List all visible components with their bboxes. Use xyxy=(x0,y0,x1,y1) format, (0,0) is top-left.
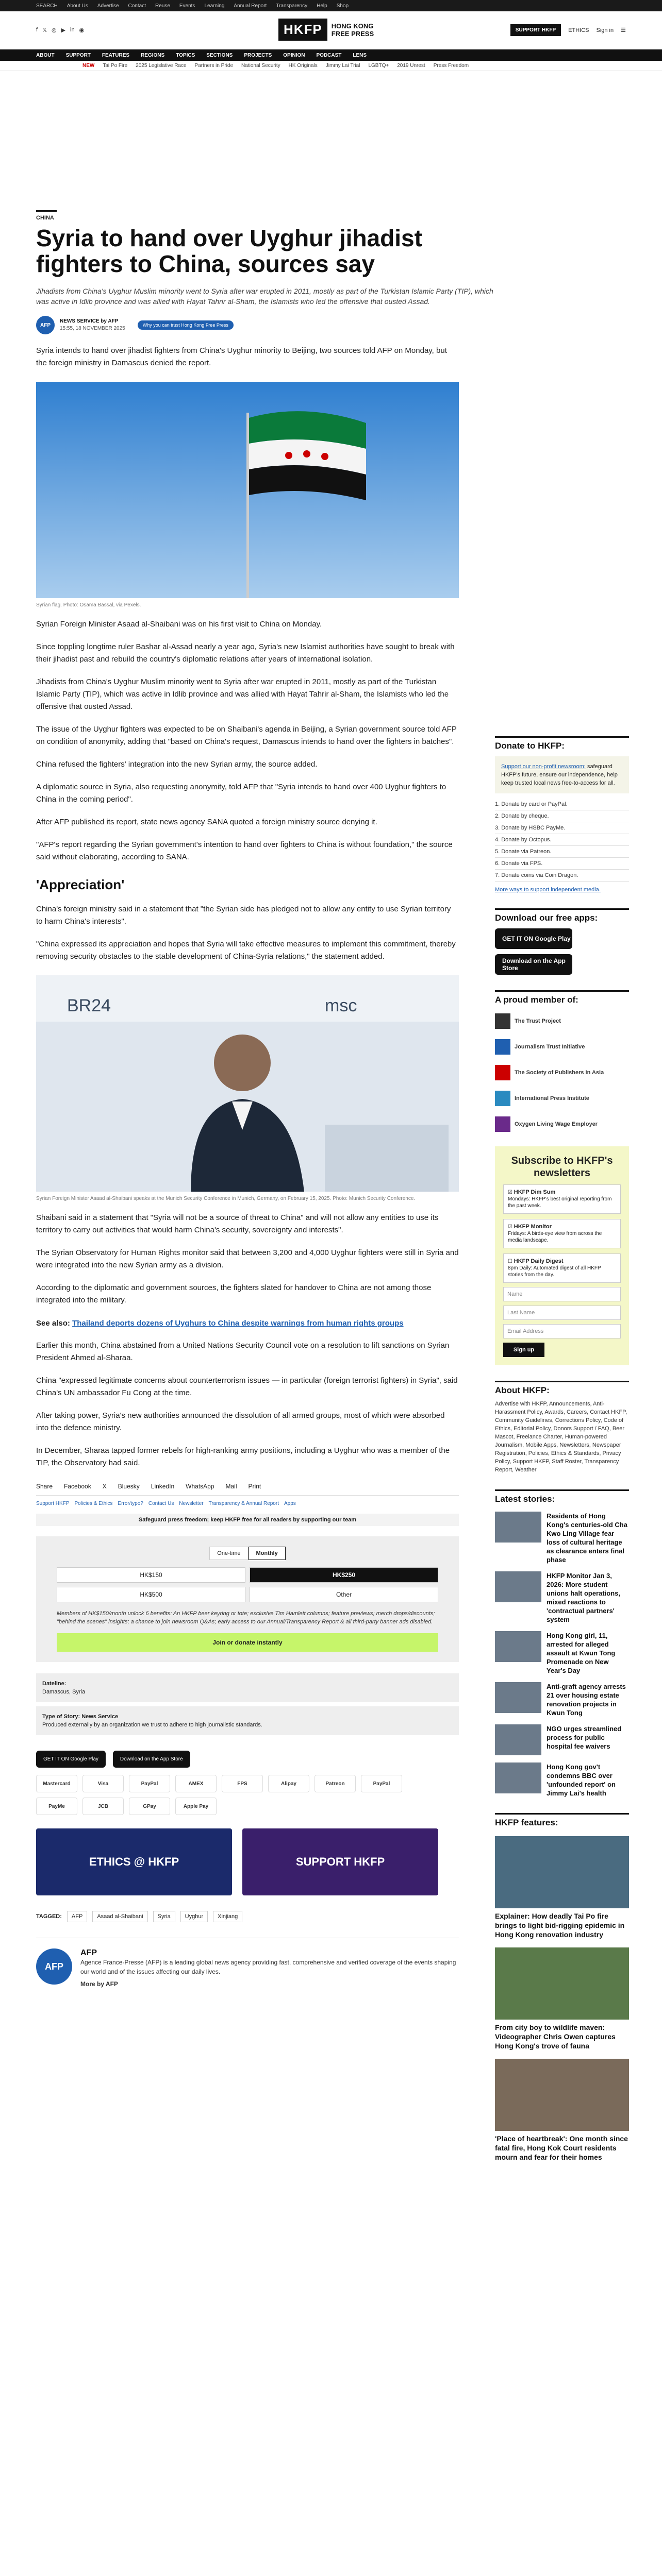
nav-support[interactable]: SUPPORT xyxy=(65,52,91,58)
checkbox-icon[interactable]: ☑ xyxy=(508,1224,514,1230)
member-logo[interactable] xyxy=(495,1011,629,1031)
one-time-tab[interactable]: One-time xyxy=(209,1547,248,1560)
article-lede: Jihadists from China's Uyghur Muslim minority went to Syria after war erupted in 2011, mostly as part of the Turkistan Islamic Party (TIP), which was active in Idlib province and was allied with Hayat Tahrir al-Sham, the Islamists who led the offensive that ousted Assad. xyxy=(36,287,493,306)
story-thumbnail xyxy=(495,1512,541,1543)
payment-icon: Alipay xyxy=(268,1775,309,1792)
support-hkfp-button[interactable]: SUPPORT HKFP xyxy=(510,24,561,36)
trending-bar xyxy=(0,61,662,71)
annual-report-link[interactable]: Annual Report xyxy=(234,3,267,9)
latest-story[interactable] xyxy=(495,1682,629,1717)
sopa-icon xyxy=(495,1065,510,1080)
footer-link[interactable]: Contact Us xyxy=(148,1501,174,1506)
story-thumbnail xyxy=(495,1631,541,1662)
paragraph: "AFP's report regarding the Syrian government's intention to hand over fighters to China is without foundation," the source said without elaborating, according to SANA. xyxy=(36,840,453,861)
facebook-icon[interactable]: f xyxy=(36,27,38,33)
latest-heading: Latest stories: xyxy=(495,1489,629,1504)
dateline-value: Damascus, Syria xyxy=(42,1689,86,1695)
paragraph: China "expressed legitimate concerns about counterterrorism issues — in particular (foreign terrorist fighters) in Syria", said China's UN ambassador Fu Cong at the time. xyxy=(36,1376,458,1397)
signin-link[interactable]: Sign in xyxy=(596,27,614,33)
instagram-icon[interactable]: ◎ xyxy=(51,27,57,33)
google-play-badge[interactable] xyxy=(36,1751,106,1768)
dateline-box xyxy=(36,1673,459,1702)
about-links[interactable]: Advertise with HKFP, Announcements, Anti-Harassment Policy, Awards, Careers, Contact HKFP, Community Guidelines, Corrections Policy, Code of Ethics, Editorial Policy, Donors Support / FAQ, Beer Mascot, Freelance Charter, Human-powered Journalism, Mobile Apps, Newsletters, Newspaper Registration, Policies, Ethics & Standards, Privacy Policy, Support HKFP, Staff Roster, Transparency Report, Weather xyxy=(495,1401,627,1473)
syrian-flag-photo xyxy=(36,382,459,598)
logo-mark: HKFP xyxy=(278,19,327,41)
feature-title[interactable]: 'Place of heartbreak': One month since fatal fire, Hong Kok Court residents mourn and fear for their homes xyxy=(495,2134,628,2161)
tag[interactable]: Syria xyxy=(153,1911,175,1922)
utility-bar xyxy=(0,0,662,11)
feature-story[interactable] xyxy=(495,1947,629,2050)
payment-icon: FPS xyxy=(222,1775,263,1792)
tag[interactable]: Asaad al-Shaibani xyxy=(92,1911,147,1922)
newsletter-title: HKFP Monitor xyxy=(514,1224,552,1230)
paragraph: Since toppling longtime ruler Bashar al-Assad nearly a year ago, Syria's new Islamist authorities have sought to break with their jihadist past and rebuild the country's diplomatic relations after years of international isolation. xyxy=(36,642,455,664)
tags-label: TAGGED: xyxy=(36,1913,62,1920)
share-facebook-button[interactable]: Facebook xyxy=(64,1483,91,1490)
member-logo[interactable] xyxy=(495,1114,629,1134)
article-body xyxy=(36,334,459,2162)
logo-line-2: FREE PRESS xyxy=(331,29,374,38)
feature-title[interactable]: Explainer: How deadly Tai Po fire brings to light bid-rigging epidemic in Hong Kong renovation industry xyxy=(495,1912,625,1939)
donate-widget xyxy=(36,1536,459,1662)
signup-button[interactable]: Sign up xyxy=(503,1343,544,1357)
story-type-label: Type of Story: News Service xyxy=(42,1714,119,1720)
site-header xyxy=(0,11,662,49)
latest-story[interactable] xyxy=(495,1724,629,1755)
about-link[interactable]: About Us xyxy=(67,3,88,9)
payment-icon: JCB xyxy=(82,1798,124,1815)
newsletter-heading: Subscribe to HKFP's newsletters xyxy=(511,1155,613,1179)
feature-story[interactable] xyxy=(495,1836,629,1939)
story-title[interactable]: NGO urges streamlined process for public hospital fee waivers xyxy=(547,1725,622,1750)
footer-link[interactable]: Transparency & Annual Report xyxy=(208,1501,279,1506)
apps-heading: Download our free apps: xyxy=(495,908,629,923)
paragraph: In December, Sharaa tapped former rebels for high-ranking army positions, including a Uyghur who was a member of the TIP, the Observatory had said. xyxy=(36,1446,450,1467)
newsletter-desc: Fridays: A birds-eye view from across the media landscape. xyxy=(508,1231,602,1243)
more-by-author-link[interactable]: More by AFP xyxy=(80,1980,118,1988)
footer-link[interactable]: Error/typo? xyxy=(118,1501,143,1506)
amount-other[interactable]: Other xyxy=(250,1587,438,1602)
tag[interactable]: AFP xyxy=(67,1911,87,1922)
nonprofit-link[interactable]: Support our non-profit newsroom: xyxy=(501,764,586,770)
see-also-label: See also: xyxy=(36,1319,70,1328)
paragraph: Syrian Foreign Minister Asaad al-Shaibani was on his first visit to China on Monday. xyxy=(36,620,322,629)
newsletter-widget xyxy=(495,1146,629,1365)
newsletter-option[interactable] xyxy=(503,1219,621,1248)
payment-icon: PayPal xyxy=(361,1775,402,1792)
linkedin-icon[interactable]: in xyxy=(70,27,75,33)
member-name: The Trust Project xyxy=(515,1018,561,1024)
author-avatar[interactable]: AFP xyxy=(36,316,55,334)
donate-option[interactable]: 1. Donate by card or PayPal. xyxy=(495,799,629,810)
article-footer-links xyxy=(36,1501,459,1506)
publish-date: 15:55, 18 NOVEMBER 2025 xyxy=(60,326,125,331)
help-link[interactable]: Help xyxy=(317,3,327,9)
share-bluesky-button[interactable]: Bluesky xyxy=(118,1483,140,1490)
story-type-box xyxy=(36,1706,459,1735)
newsletter-desc: 8pm Daily: Automated digest of all HKFP stories from the day. xyxy=(508,1265,601,1278)
paragraph: China's foreign ministry said in a statement that "the Syrian side has pledged not to allow any entity to use Syrian territory to harm China's interests". xyxy=(36,905,451,926)
latest-story[interactable] xyxy=(495,1571,629,1624)
feature-image xyxy=(495,1836,629,1908)
tag[interactable]: Xinjiang xyxy=(213,1911,242,1922)
latest-story[interactable] xyxy=(495,1512,629,1564)
trust-hkfp-button[interactable]: Why you can trust Hong Kong Free Press xyxy=(138,320,234,330)
payment-icon: Visa xyxy=(82,1775,124,1792)
trending-link[interactable]: Press Freedom xyxy=(433,63,469,69)
trending-link[interactable]: 2025 Legislative Race xyxy=(136,63,187,69)
ethics-promo[interactable]: ETHICS @ HKFP xyxy=(36,1828,232,1895)
header-actions xyxy=(510,24,626,36)
shop-link[interactable]: Shop xyxy=(336,3,349,9)
payment-icon: Apple Pay xyxy=(175,1798,217,1815)
monthly-tab[interactable]: Monthly xyxy=(249,1547,286,1560)
byline-meta xyxy=(60,318,125,332)
footer-link[interactable]: Support HKFP xyxy=(36,1501,70,1506)
app-store-badge[interactable] xyxy=(113,1751,190,1768)
print-button[interactable]: Print xyxy=(248,1483,261,1490)
newsletter-title: HKFP Dim Sum xyxy=(514,1189,556,1195)
paragraph: A diplomatic source in Syria, also requesting anonymity, told AFP that "Syria intends to hand over 400 Uyghur fighters to China in the coming period". xyxy=(36,783,446,804)
article-title: Syria to hand over Uyghur jihadist fighters to China, sources say xyxy=(36,225,422,277)
logo-line-1: HONG KONG xyxy=(331,22,374,30)
trending-link[interactable]: LGBTQ+ xyxy=(368,63,389,69)
site-logo[interactable] xyxy=(278,19,374,41)
member-logo[interactable] xyxy=(495,1037,629,1057)
nav-features[interactable]: FEATURES xyxy=(102,52,130,58)
section-label[interactable]: CHINA xyxy=(36,210,57,221)
trending-link[interactable]: Partners in Pride xyxy=(194,63,234,69)
payment-icon: AMEX xyxy=(175,1775,217,1792)
payment-icon: Patreon xyxy=(315,1775,356,1792)
footer-link[interactable]: Apps xyxy=(284,1501,296,1506)
x-icon[interactable]: 𝕏 xyxy=(42,27,47,33)
sidebar xyxy=(495,334,629,2162)
share-mail-button[interactable]: Mail xyxy=(225,1483,237,1490)
donate-option[interactable]: 2. Donate by cheque. xyxy=(495,810,629,822)
share-bar xyxy=(36,1483,459,1496)
trending-link[interactable]: Jimmy Lai Trial xyxy=(325,63,360,69)
donate-text: safeguard HKFP's future, ensure our independence, help keep trusted local news free-to-access for all. xyxy=(501,764,618,786)
member-name: Oxygen Living Wage Employer xyxy=(515,1121,598,1127)
payment-methods xyxy=(36,1775,438,1815)
feature-image xyxy=(495,2059,629,2131)
sidebar-google-play-badge[interactable]: GET IT ON Google Play xyxy=(495,928,572,949)
paragraph: After AFP published its report, state news agency SANA quoted a foreign ministry source denying it. xyxy=(36,818,377,826)
advertise-link[interactable]: Advertise xyxy=(97,3,119,9)
donate-option[interactable]: 4. Donate by Octopus. xyxy=(495,834,629,846)
dateline-label: Dateline: xyxy=(42,1681,67,1687)
badge-label: GET IT ON Google Play xyxy=(43,1756,98,1762)
main-nav xyxy=(0,49,662,61)
member-name: The Society of Publishers in Asia xyxy=(515,1070,604,1076)
subheading: 'Appreciation' xyxy=(36,877,125,892)
member-benefits: Members of HK$150/month unlock 6 benefits: An HKFP beer keyring or tote; exclusive Tim Hamlett columns; feature previews; merch drops/discounts; "behind the scenes" insights; a chance to join newsroom Q&As; early access to our Annual/Transparency Report & all third-party banner ads disabled. xyxy=(57,1611,435,1625)
member-name: Journalism Trust Initiative xyxy=(515,1044,585,1050)
contact-link[interactable]: Contact xyxy=(128,3,146,9)
donate-option[interactable]: 3. Donate by HSBC PayMe. xyxy=(495,822,629,834)
story-title[interactable]: Anti-graft agency arrests 21 over housing estate renovation projects in Kwun Tong xyxy=(547,1683,626,1717)
footer-link[interactable]: Newsletter xyxy=(179,1501,204,1506)
donate-options xyxy=(495,799,629,882)
nav-regions[interactable]: REGIONS xyxy=(141,52,165,58)
amount-option[interactable]: HK$500 xyxy=(57,1587,245,1602)
donate-option[interactable]: 7. Donate coins via Coin Dragon. xyxy=(495,870,629,882)
share-label: Share xyxy=(36,1483,53,1490)
logo-wordmark xyxy=(332,22,374,38)
paragraph: Shaibani said in a statement that "Syria will not be a source of threat to China" and will not allow any entities to use its territory to carry out activities that would harm China's security, sovereignty and interests". xyxy=(36,1213,439,1234)
paragraph: Jihadists from China's Uyghur Muslim minority went to Syria after war erupted in 2011, mostly as part of the Turkistan Islamic Party (TIP), which was active in Idlib province and was allied with Hayat Tahrir al-Sham, the Islamists who led the offensive that ousted Assad. xyxy=(36,677,449,711)
story-thumbnail xyxy=(495,1682,541,1713)
amount-grid xyxy=(57,1567,438,1602)
author-name[interactable]: NEWS SERVICE by AFP xyxy=(60,318,119,324)
paragraph: According to the diplomatic and government sources, the fighters slated for handover to China are not among those integrated into the military. xyxy=(36,1283,432,1304)
nav-sections[interactable]: SECTIONS xyxy=(206,52,233,58)
events-link[interactable]: Events xyxy=(179,3,195,9)
author-box xyxy=(36,1938,459,1989)
photo-caption: Syrian Foreign Minister Asaad al-Shaibani speaks at the Munich Security Conference in Munich, Germany, on February 15, 2025. Photo: Munich Security Conference. xyxy=(36,1196,416,1201)
support-promo[interactable]: SUPPORT HKFP xyxy=(242,1828,438,1895)
payment-icon: PayMe xyxy=(36,1798,77,1815)
checkbox-icon[interactable]: ☐ xyxy=(508,1259,514,1264)
trending-link[interactable]: 2019 Unrest xyxy=(397,63,425,69)
paragraph: The Syrian Observatory for Human Rights monitor said that between 3,200 and 4,000 Uyghur fighters were still in Syria and were integrated into the new Syrian army as a division. xyxy=(36,1248,459,1269)
member-heading: A proud member of: xyxy=(495,990,629,1005)
newsletter-title: HKFP Daily Digest xyxy=(514,1258,564,1264)
story-title[interactable]: Hong Kong gov't condemns BBC over 'unfounded report' on Jimmy Lai's health xyxy=(547,1763,616,1797)
speaker-image xyxy=(36,975,459,1192)
author-bio xyxy=(80,1948,459,1989)
search-link[interactable]: SEARCH xyxy=(36,3,58,9)
payment-icon: PayPal xyxy=(129,1775,170,1792)
paragraph: Syria intends to hand over jihadist fighters from China's Uyghur minority to Beijing, two sources told AFP on Monday, but the foreign ministry in Damascus denied the report. xyxy=(36,346,447,367)
payment-icon: Mastercard xyxy=(36,1775,77,1792)
shaibani-photo xyxy=(36,975,459,1192)
donate-strip[interactable]: Safeguard press freedom; keep HKFP free for all readers by supporting our team xyxy=(36,1514,459,1526)
latest-story[interactable] xyxy=(495,1631,629,1675)
last-name-field[interactable]: Last Name xyxy=(503,1306,621,1320)
trust-project-icon xyxy=(495,1013,510,1029)
author-bio-text: Agence France-Presse (AFP) is a leading global news agency providing fast, comprehensive and verified coverage of the events shaping our world and of the issues affecting our daily lives. xyxy=(80,1959,456,1975)
payment-icon: GPay xyxy=(129,1798,170,1815)
newsletter-option[interactable] xyxy=(503,1184,621,1214)
share-whatsapp-button[interactable]: WhatsApp xyxy=(186,1483,214,1490)
story-type-value: Produced externally by an organization we trust to adhere to high journalistic standards. xyxy=(42,1722,262,1728)
badge-label: Download on the App Store xyxy=(120,1756,183,1762)
tag[interactable]: Uyghur xyxy=(180,1911,208,1922)
new-badge: NEW xyxy=(82,63,95,69)
about-heading: About HKFP: xyxy=(495,1381,629,1396)
author-box-name[interactable]: AFP xyxy=(80,1948,97,1957)
donate-option[interactable]: 6. Donate via FPS. xyxy=(495,858,629,870)
feature-title[interactable]: From city boy to wildlife maven: Videographer Chris Owen captures Hong Kong's trove of fauna xyxy=(495,2023,616,2050)
social-icons xyxy=(36,27,84,33)
share-x-button[interactable]: X xyxy=(102,1483,107,1490)
promo-banners xyxy=(36,1828,459,1895)
ipi-icon xyxy=(495,1091,510,1106)
see-also-link[interactable]: Thailand deports dozens of Uyghurs to China despite warnings from human rights groups xyxy=(72,1319,404,1328)
member-logo[interactable] xyxy=(495,1089,629,1108)
byline xyxy=(36,316,626,334)
footer-link[interactable]: Policies & Ethics xyxy=(74,1501,113,1506)
learning-link[interactable]: Learning xyxy=(204,3,225,9)
svg-text:BR24: BR24 xyxy=(67,996,111,1015)
rss-icon[interactable]: ◉ xyxy=(79,27,85,33)
paragraph: China refused the fighters' integration into the new Syrian army, the source added. xyxy=(36,760,318,769)
story-title[interactable]: HKFP Monitor Jan 3, 2026: More student unions halt operations, mixed reactions to 'contractual partners' system xyxy=(547,1572,621,1623)
feature-story[interactable] xyxy=(495,2059,629,2162)
transparency-link[interactable]: Transparency xyxy=(276,3,308,9)
author-box-avatar[interactable]: AFP xyxy=(36,1948,72,1985)
feature-image xyxy=(495,1947,629,2020)
trending-link[interactable]: HK Originals xyxy=(288,63,318,69)
photo-caption: Syrian flag. Photo: Osama Bassal, via Pexels. xyxy=(36,602,141,608)
nav-opinion[interactable]: OPINION xyxy=(283,52,305,58)
svg-text:msc: msc xyxy=(325,996,357,1015)
amount-option-selected[interactable]: HK$250 xyxy=(250,1567,438,1583)
donate-heading: Donate to HKFP: xyxy=(495,736,629,751)
join-donate-button[interactable]: Join or donate instantly xyxy=(57,1633,438,1652)
trending-link[interactable]: National Security xyxy=(241,63,280,69)
reuse-link[interactable]: Reuse xyxy=(155,3,170,9)
flag-image xyxy=(36,382,459,598)
latest-story[interactable] xyxy=(495,1762,629,1798)
member-logo[interactable] xyxy=(495,1063,629,1082)
story-title[interactable]: Hong Kong girl, 11, arrested for alleged assault at Kwun Tong Promenade on New Year's Day xyxy=(547,1632,616,1674)
member-name: International Press Institute xyxy=(515,1095,589,1101)
story-thumbnail xyxy=(495,1571,541,1602)
share-linkedin-button[interactable]: LinkedIn xyxy=(151,1483,175,1490)
trending-link[interactable]: Tai Po Fire xyxy=(103,63,128,69)
more-ways-link[interactable]: More ways to support independent media. xyxy=(495,887,601,893)
sidebar-app-store-badge[interactable]: Download on the App Store xyxy=(495,954,572,975)
paragraph: "China expressed its appreciation and hopes that Syria will take effective measures to implement this commitment, thereby removing security obstacles to the stable development of China-Syria relations," the statement added. xyxy=(36,940,456,961)
email-field[interactable]: Email Address xyxy=(503,1324,621,1338)
features-heading: HKFP features: xyxy=(495,1813,629,1828)
youtube-icon[interactable]: ▶ xyxy=(61,27,66,33)
jti-icon xyxy=(495,1039,510,1055)
donate-panel xyxy=(495,756,629,793)
paragraph: After taking power, Syria's new authorities announced the dissolution of all armed groups, most of which were absorbed into the defence ministry. xyxy=(36,1411,445,1432)
amount-option[interactable]: HK$150 xyxy=(57,1567,245,1583)
app-badges xyxy=(36,1751,459,1768)
nav-projects[interactable]: PROJECTS xyxy=(244,52,272,58)
nav-topics[interactable]: TOPICS xyxy=(176,52,195,58)
story-thumbnail xyxy=(495,1724,541,1755)
menu-icon[interactable]: ☰ xyxy=(621,27,626,33)
checkbox-icon[interactable]: ☑ xyxy=(508,1190,514,1195)
paragraph: Earlier this month, China abstained from a United Nations Security Council vote on a resolution to lift sanctions on Syrian President Ahmed al-Sharaa. xyxy=(36,1341,450,1362)
frequency-toggle xyxy=(57,1547,438,1560)
name-field[interactable]: Name xyxy=(503,1287,621,1301)
nav-podcast[interactable]: PODCAST xyxy=(316,52,342,58)
newsletter-desc: Mondays: HKFP's best original reporting from the past week. xyxy=(508,1196,612,1209)
see-also xyxy=(36,1318,459,1329)
donate-option[interactable]: 5. Donate via Patreon. xyxy=(495,846,629,858)
story-thumbnail xyxy=(495,1762,541,1793)
oxygen-icon xyxy=(495,1116,510,1132)
nav-about[interactable]: ABOUT xyxy=(36,52,55,58)
newsletter-option[interactable] xyxy=(503,1253,621,1283)
paragraph: The issue of the Uyghur fighters was expected to be on Shaibani's agenda in Beijing, a Syrian government source told AFP on condition of anonymity, adding that "based on China's request, Damascus intends to hand over the fighters in batches". xyxy=(36,725,457,746)
tag-list xyxy=(36,1911,459,1922)
ethics-link[interactable]: ETHICS xyxy=(568,27,589,33)
story-title[interactable]: Residents of Hong Kong's centuries-old Cha Kwo Ling Village fear loss of cultural heritage as clearance enters final phase xyxy=(547,1512,627,1564)
nav-lens[interactable]: LENS xyxy=(353,52,367,58)
